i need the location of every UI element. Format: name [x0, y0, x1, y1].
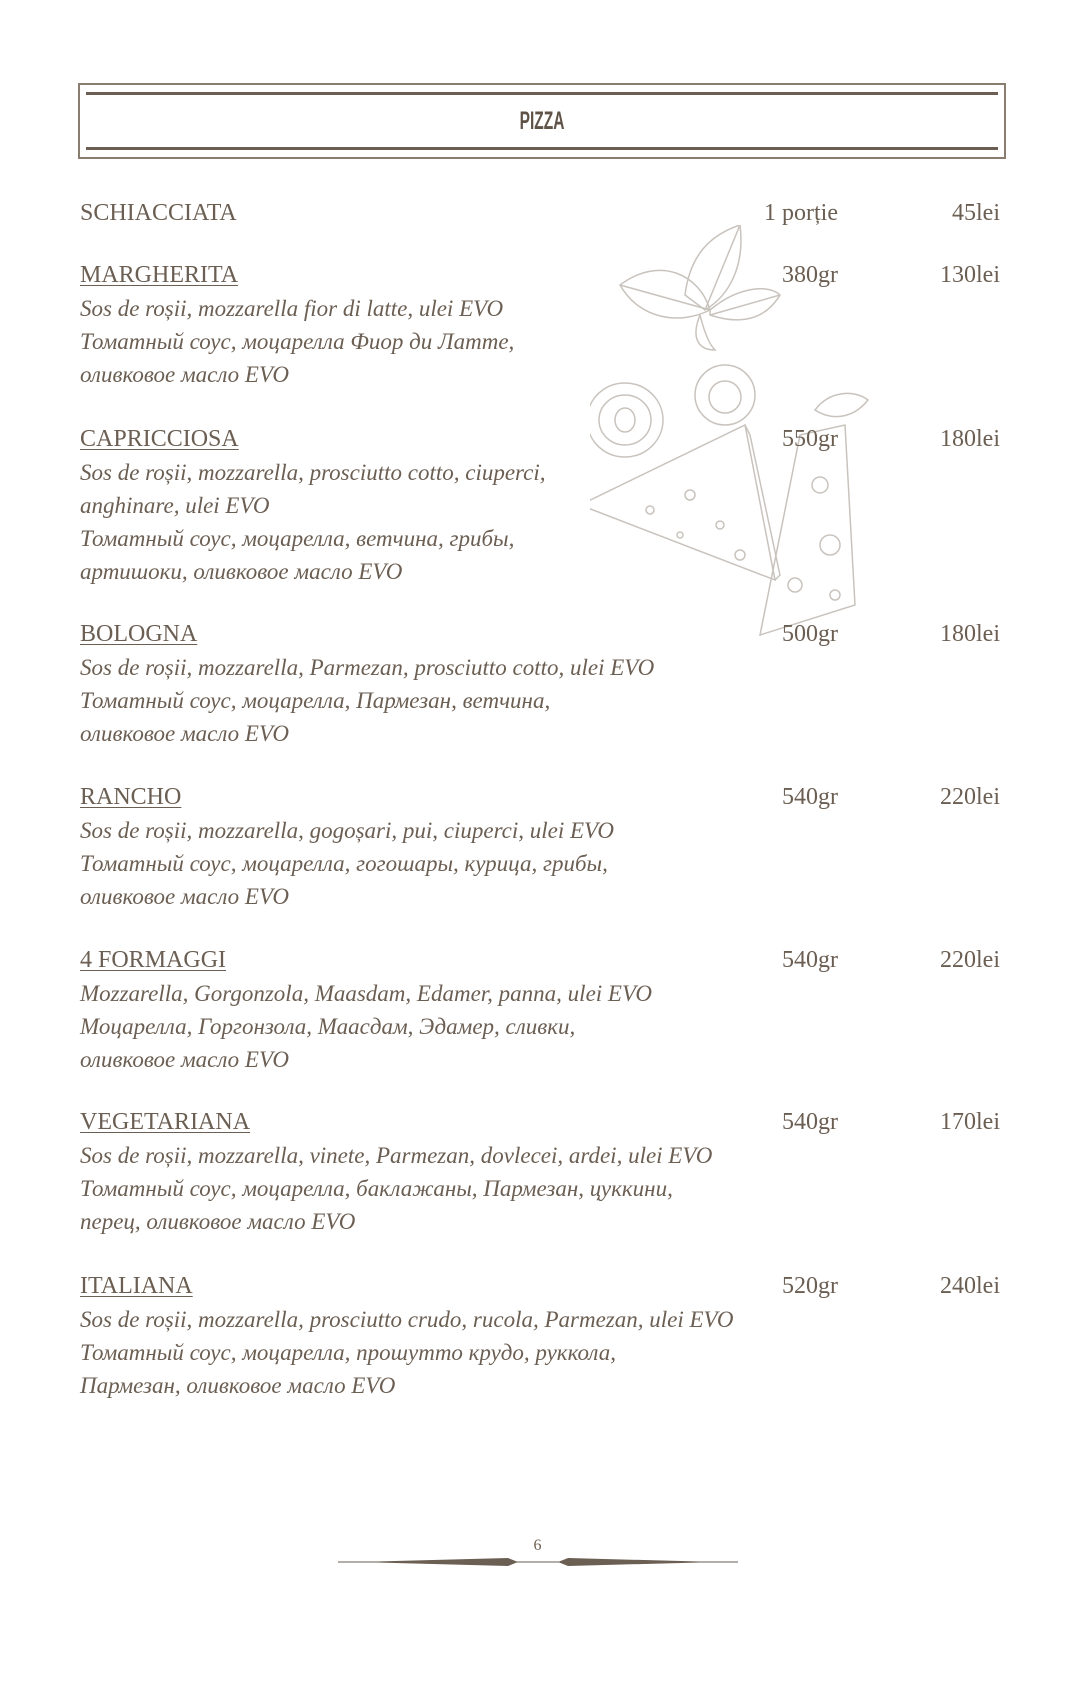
item-description-line: Томатный соус, моцарелла, ветчина, грибы,: [80, 526, 515, 551]
item-description-line: Sos de roșii, mozzarella fior di latte, ulei EVO: [80, 296, 504, 321]
item-description-line: Пармезан, оливковое масло EVO: [80, 1373, 396, 1398]
header-rule-bottom: [86, 147, 998, 150]
item-quantity: 540gr: [782, 784, 838, 810]
item-quantity: 540gr: [782, 947, 838, 973]
item-description-line: Томатный соус, моцарелла, баклажаны, Пармезан, цуккини,: [80, 1176, 673, 1201]
item-description-line: оливковое масло EVO: [80, 721, 289, 746]
item-price: 130lei: [940, 262, 1000, 288]
menu-item: [80, 1270, 1000, 1402]
item-price: 180lei: [940, 621, 1000, 647]
item-description-line: anghinare, ulei EVO: [80, 493, 270, 518]
menu-item: [80, 1106, 1000, 1238]
ornamental-divider: [338, 1552, 738, 1572]
item-price: 240lei: [940, 1273, 1000, 1299]
item-name: VEGETARIANA: [80, 1109, 251, 1135]
item-name: MARGHERITA: [80, 262, 239, 288]
item-description-line: Sos de roșii, mozzarella, gogoșari, pui, ciuperci, ulei EVO: [80, 818, 615, 843]
item-description-line: перец, оливковое масло EVO: [80, 1209, 356, 1234]
item-name: RANCHO: [80, 784, 182, 810]
item-description-line: Моцарелла, Горгонзола, Маасдам, Эдамер, сливки,: [80, 1014, 576, 1039]
item-quantity: 500gr: [782, 621, 838, 647]
section-title: PIZZA: [519, 107, 565, 135]
item-description-line: артишоки, оливковое масло EVO: [80, 559, 403, 584]
item-name: ITALIANA: [80, 1273, 193, 1299]
item-description-line: Томатный соус, моцарелла, Пармезан, ветчина,: [80, 688, 551, 713]
item-description-line: Sos de roșii, mozzarella, Parmezan, prosciutto cotto, ulei EVO: [80, 655, 655, 680]
section-header-frame: [78, 83, 1006, 159]
item-price: 220lei: [940, 784, 1000, 810]
item-price: 220lei: [940, 947, 1000, 973]
item-price: 180lei: [940, 426, 1000, 452]
item-description-line: Томатный соус, моцарелла, прошутто крудо, руккола,: [80, 1340, 616, 1365]
item-quantity: 1 porție: [764, 200, 838, 226]
item-quantity: 550gr: [782, 426, 838, 452]
item-description-line: Mozzarella, Gorgonzola, Maasdam, Edamer, panna, ulei EVO: [80, 981, 652, 1006]
item-name: CAPRICCIOSA: [80, 426, 239, 452]
menu-item: [80, 259, 1000, 391]
item-description-line: Sos de roșii, mozzarella, vinete, Parmezan, dovlecei, ardei, ulei EVO: [80, 1143, 713, 1168]
page-number: 6: [533, 1537, 542, 1554]
menu-item: [80, 944, 1000, 1076]
menu-item: [80, 197, 1000, 230]
menu-item: [80, 781, 1000, 913]
item-name: SCHIACCIATA: [80, 200, 237, 226]
item-name: 4 FORMAGGI: [80, 947, 227, 973]
item-description-line: Томатный соус, моцарелла Фиор ди Латте,: [80, 329, 515, 354]
item-quantity: 540gr: [782, 1109, 838, 1135]
item-description-line: оливковое масло EVO: [80, 362, 289, 387]
item-quantity: 380gr: [782, 262, 838, 288]
item-quantity: 520gr: [782, 1273, 838, 1299]
item-description-line: оливковое масло EVO: [80, 884, 289, 909]
header-rule-top: [86, 92, 998, 95]
item-description-line: Sos de roșii, mozzarella, prosciutto cotto, ciuperci,: [80, 460, 546, 485]
menu-item: [80, 423, 1000, 588]
item-name: BOLOGNA: [80, 621, 198, 647]
menu-item: [80, 618, 1000, 750]
item-price: 170lei: [940, 1109, 1000, 1135]
item-price: 45lei: [952, 200, 1000, 226]
leaf-icon: [815, 393, 868, 416]
item-description-line: Sos de roșii, mozzarella, prosciutto crudo, rucola, Parmezan, ulei EVO: [80, 1307, 734, 1332]
item-description-line: Томатный соус, моцарелла, гогошары, курица, грибы,: [80, 851, 608, 876]
item-description-line: оливковое масло EVO: [80, 1047, 289, 1072]
